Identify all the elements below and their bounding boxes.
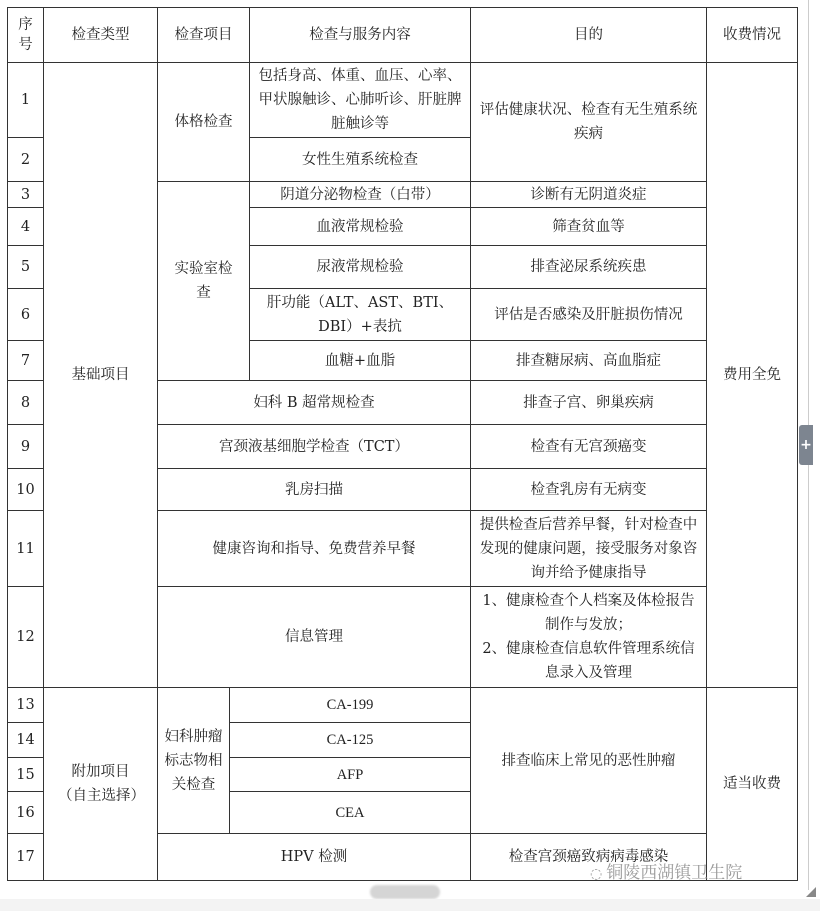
row-content: 宫颈液基细胞学检查（TCT） bbox=[158, 425, 471, 469]
row-content: 女性生殖系统检查 bbox=[250, 138, 471, 182]
row-content: 妇科 B 超常规检查 bbox=[158, 381, 471, 425]
row-purpose: 诊断有无阴道炎症 bbox=[471, 182, 707, 208]
row-content: CA-125 bbox=[230, 723, 471, 758]
row-purpose bbox=[471, 587, 707, 688]
item-physical: 体格检查 bbox=[158, 63, 250, 182]
group-additional: 附加项目（自主选择） bbox=[44, 688, 158, 881]
table-row bbox=[8, 63, 798, 138]
header-purpose: 目的 bbox=[471, 8, 707, 63]
row-purpose: 检查宫颈癌致病病毒感染 bbox=[471, 834, 707, 881]
row-purpose: 排查子宫、卵巢疾病 bbox=[471, 381, 707, 425]
table-row bbox=[8, 688, 798, 723]
row-content: CEA bbox=[230, 792, 471, 834]
row-content: 健康咨询和指导、免费营养早餐 bbox=[158, 511, 471, 587]
watermark bbox=[590, 858, 742, 883]
row-purpose: 检查乳房有无病变 bbox=[471, 469, 707, 511]
header-content: 检查与服务内容 bbox=[250, 8, 471, 63]
row-no: 17 bbox=[8, 834, 44, 881]
row-purpose: 提供检查后营养早餐，针对检查中发现的健康问题，接受服务对象咨询并给予健康指导 bbox=[471, 511, 707, 587]
horizontal-scrollbar[interactable] bbox=[370, 885, 440, 899]
fee-additional: 适当收费 bbox=[707, 688, 798, 881]
item-tumor-markers: 妇科肿瘤标志物相关检查 bbox=[158, 688, 230, 834]
row-content: 肝功能（ALT、AST、BTI、DBI）+表抗 bbox=[250, 289, 471, 341]
row-content: 尿液常规检验 bbox=[250, 246, 471, 289]
purpose-line: 1、健康检查个人档案及体检报告制作与发放； bbox=[482, 593, 695, 633]
row-no: 8 bbox=[8, 381, 44, 425]
row-purpose: 排查泌尿系统疾患 bbox=[471, 246, 707, 289]
header-fee: 收费情况 bbox=[707, 8, 798, 63]
row-no: 16 bbox=[8, 792, 44, 834]
resize-handle-icon[interactable] bbox=[806, 887, 816, 897]
row-no: 12 bbox=[8, 587, 44, 688]
row-purpose: 排查糖尿病、高血脂症 bbox=[471, 341, 707, 381]
table-header bbox=[8, 8, 798, 63]
item-lab: 实验室检查 bbox=[158, 182, 250, 381]
row-no: 2 bbox=[8, 138, 44, 182]
row-content: 信息管理 bbox=[158, 587, 471, 688]
row-no: 7 bbox=[8, 341, 44, 381]
row-no: 14 bbox=[8, 723, 44, 758]
header-type: 检查类型 bbox=[44, 8, 158, 63]
row-purpose: 评估健康状况、检查有无生殖系统疾病 bbox=[471, 63, 707, 182]
row-purpose: 检查有无宫颈癌变 bbox=[471, 425, 707, 469]
purpose-line: 2、健康检查信息软件管理系统信息录入及管理 bbox=[482, 641, 695, 681]
wechat-icon: ◌ bbox=[590, 866, 603, 882]
row-content: 血糖+血脂 bbox=[250, 341, 471, 381]
fee-basic: 费用全免 bbox=[707, 63, 798, 688]
row-purpose: 排查临床上常见的恶性肿瘤 bbox=[471, 688, 707, 834]
row-no: 15 bbox=[8, 758, 44, 792]
watermark-text: 铜陵西湖镇卫生院 bbox=[606, 863, 743, 883]
group-basic: 基础项目 bbox=[44, 63, 158, 688]
row-no: 9 bbox=[8, 425, 44, 469]
row-purpose: 筛查贫血等 bbox=[471, 208, 707, 246]
row-no: 6 bbox=[8, 289, 44, 341]
row-content: CA-199 bbox=[230, 688, 471, 723]
row-no: 13 bbox=[8, 688, 44, 723]
row-no: 1 bbox=[8, 63, 44, 138]
row-no: 5 bbox=[8, 246, 44, 289]
header-item: 检查项目 bbox=[158, 8, 250, 63]
header-no: 序号 bbox=[8, 8, 44, 63]
row-content: 血液常规检验 bbox=[250, 208, 471, 246]
bottom-bar bbox=[0, 899, 820, 911]
row-no: 4 bbox=[8, 208, 44, 246]
side-expand-button[interactable]: + bbox=[799, 425, 813, 465]
row-content: AFP bbox=[230, 758, 471, 792]
row-no: 11 bbox=[8, 511, 44, 587]
health-check-table bbox=[7, 7, 798, 881]
row-no: 3 bbox=[8, 182, 44, 208]
row-purpose: 评估是否感染及肝脏损伤情况 bbox=[471, 289, 707, 341]
row-content: 阴道分泌物检查（白带） bbox=[250, 182, 471, 208]
row-content: 乳房扫描 bbox=[158, 469, 471, 511]
row-content: HPV 检测 bbox=[158, 834, 471, 881]
row-content: 包括身高、体重、血压、心率、甲状腺触诊、心肺听诊、肝脏脾脏触诊等 bbox=[250, 63, 471, 138]
row-no: 10 bbox=[8, 469, 44, 511]
